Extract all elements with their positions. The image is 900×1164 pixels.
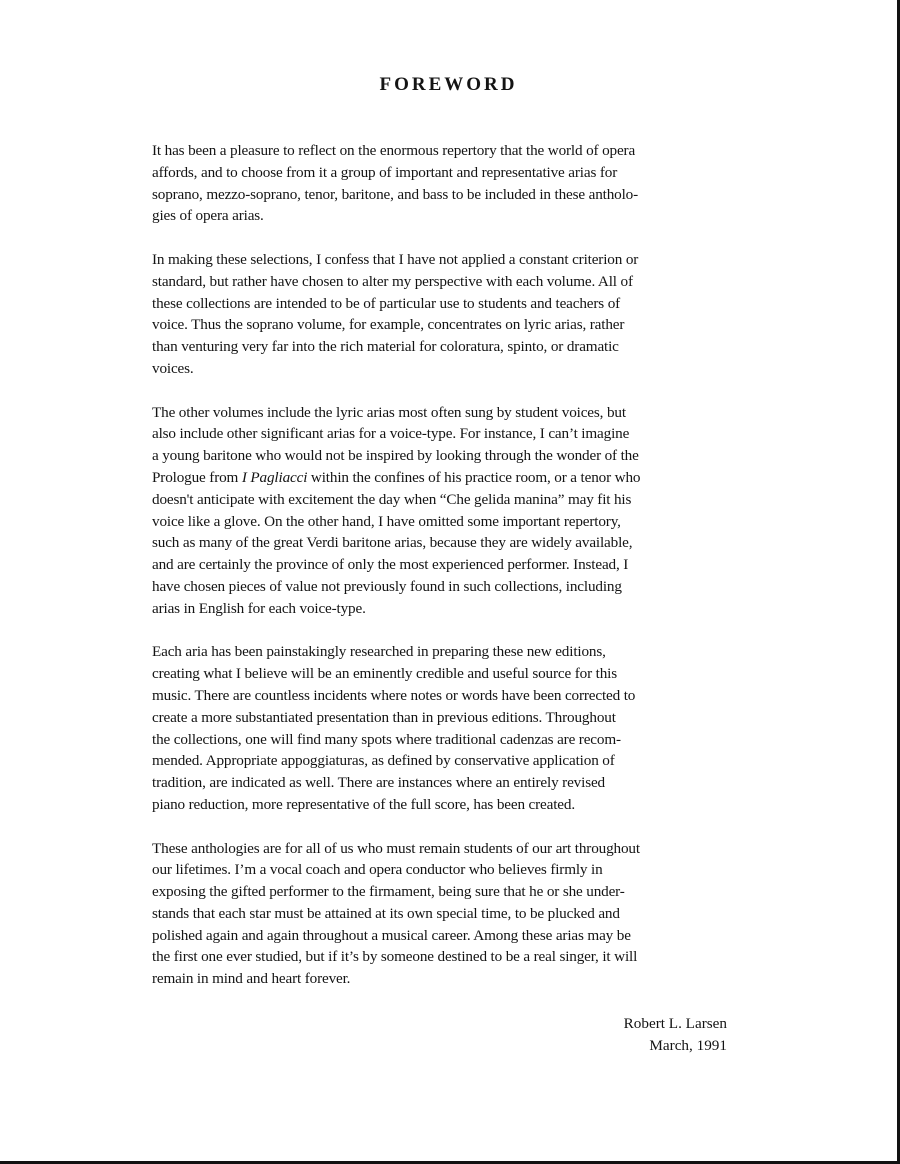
text-line: creating what I believe will be an eminently credible and useful source for this (152, 665, 617, 683)
page-title: FOREWORD (379, 74, 518, 95)
text-line: voice. Thus the soprano volume, for example, concentrates on lyric arias, rather (152, 316, 625, 334)
text-line: mended. Appropriate appoggiaturas, as defined by conservative application of (152, 752, 615, 770)
paragraph-1 (152, 140, 734, 227)
text-line: The other volumes include the lyric arias most often sung by student voices, but (152, 403, 626, 421)
text-line: the collections, one will find many spots where traditional cadenzas are recom- (152, 730, 621, 748)
italic-title: I Pagliacci (241, 468, 308, 486)
author-name: Robert L. Larsen (623, 1015, 727, 1032)
text-line: piano reduction, more representative of the full score, has been created. (152, 795, 575, 813)
text-line: a young baritone who would not be inspired by looking through the wonder of the (152, 447, 639, 465)
text-line: gies of opera arias. (152, 207, 264, 225)
text-line: stands that each star must be attained at its own special time, to be plucked and (152, 904, 620, 922)
text-line: soprano, mezzo-soprano, tenor, baritone, and bass to be included in these antholo- (152, 185, 639, 203)
text-line: create a more substantiated presentation than in previous editions. Throughout (152, 708, 616, 726)
text-line: the first one ever studied, but if it’s by someone destined to be a real singer, it will (152, 948, 638, 966)
text-line: our lifetimes. I’m a vocal coach and opera conductor who believes firmly in (152, 861, 603, 879)
text-line: Each aria has been painstakingly researched in preparing these new editions, (152, 643, 606, 661)
text-line: In making these selections, I confess that I have not applied a constant criterion or (152, 250, 639, 268)
text-line: doesn't anticipate with excitement the day when “Che gelida manina” may fit his (152, 490, 632, 508)
text-line: these collections are intended to be of particular use to students and teachers of (152, 294, 621, 312)
text-line: also include other significant arias for a voice-type. For instance, I can’t imagine (152, 425, 630, 443)
text-line: have chosen pieces of value not previously found in such collections, including (152, 577, 622, 595)
text-line: exposing the gifted performer to the firmament, being sure that he or she under- (152, 883, 625, 901)
text-line: affords, and to choose from it a group of important and representative arias for (152, 163, 618, 181)
paragraph-5 (152, 838, 734, 991)
text-line: It has been a pleasure to reflect on the enormous repertory that the world of opera (152, 142, 636, 159)
text-line: voice like a glove. On the other hand, I have omitted some important repertory, (152, 512, 621, 530)
signature-date: March, 1991 (649, 1036, 727, 1054)
paragraph-4 (152, 641, 734, 815)
text-line: such as many of the great Verdi baritone arias, because they are widely available, (152, 534, 633, 552)
text-line: Prologue from I Pagliacci within the confines of his practice room, or a tenor who (152, 468, 641, 486)
text-line: voices. (152, 359, 194, 377)
text-line: arias in English for each voice-type. (152, 599, 366, 617)
text-line: standard, but rather have chosen to alter my perspective with each volume. All of (152, 272, 633, 290)
text-line: than venturing very far into the rich material for coloratura, spinto, or dramatic (152, 338, 619, 356)
signature-block (624, 1013, 727, 1057)
paragraph-2 (152, 249, 734, 380)
text-line: remain in mind and heart forever. (152, 970, 351, 988)
foreword-body (152, 140, 734, 1012)
text-line: tradition, are indicated as well. There are instances where an entirely revised (152, 774, 605, 792)
text-line: and are certainly the province of only the most experienced performer. Instead, I (152, 556, 629, 574)
text-line: music. There are countless incidents where notes or words have been corrected to (152, 686, 636, 704)
text-line: polished again and again throughout a musical career. Among these arias may be (152, 926, 631, 944)
text-line: These anthologies are for all of us who must remain students of our art throughout (152, 839, 640, 857)
paragraph-3 (152, 402, 734, 620)
